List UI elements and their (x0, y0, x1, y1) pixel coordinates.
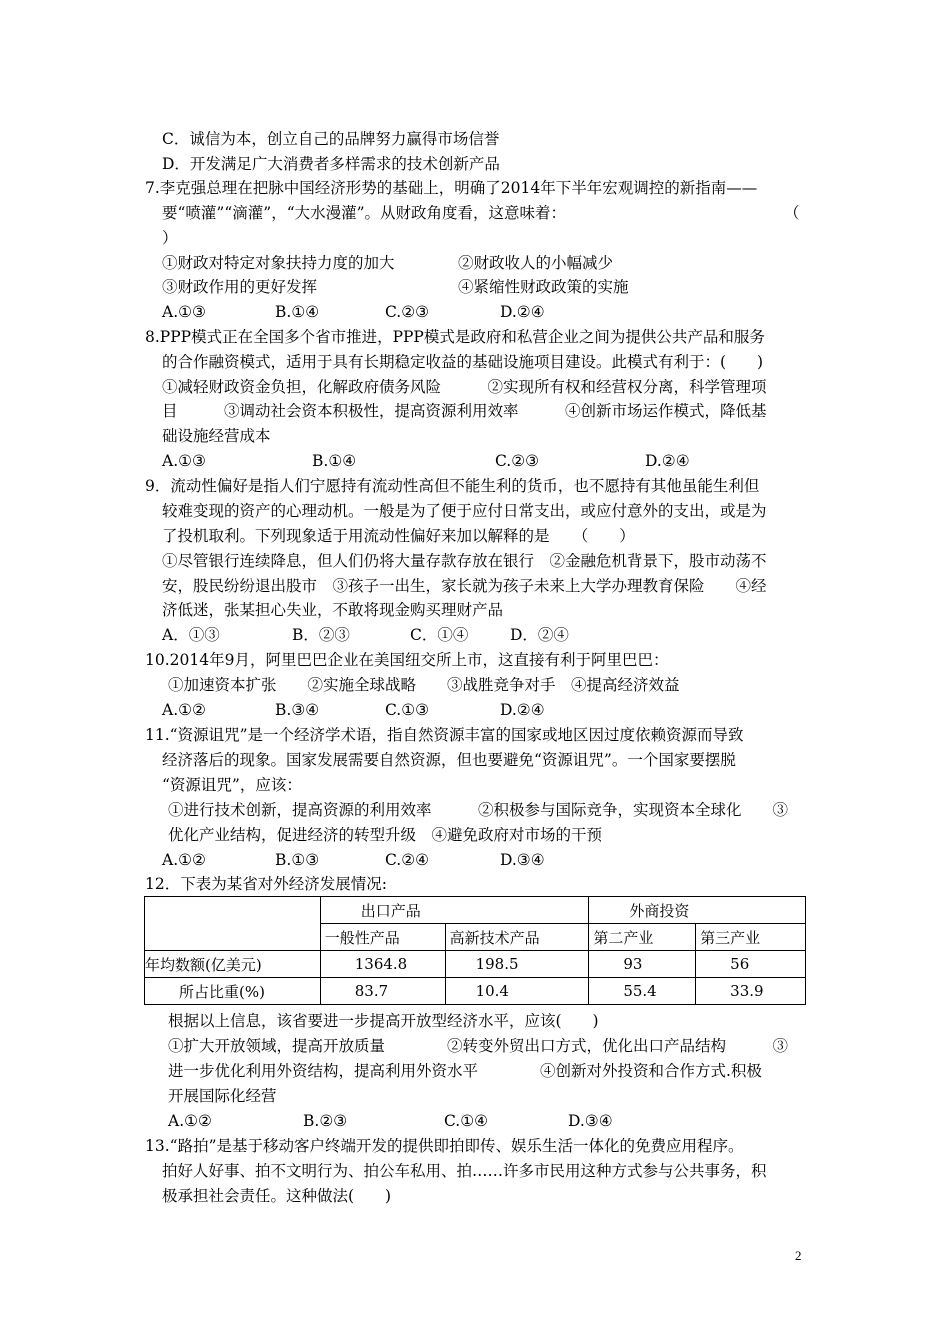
table-cell: 83.7 (320, 978, 445, 1005)
table-cell: 33.9 (696, 978, 806, 1005)
economy-table (144, 896, 806, 1005)
table-cell: 93 (589, 951, 696, 978)
q9-items-line2: 安，股民纷纷退出股市 ③孩子一出生，家长就为孩子未来上大学办理教育保险 ④经 (162, 577, 767, 595)
q12-items-line1: ①扩大开放领域，提高开放质量 ②转变外贸出口方式，优化出口产品结构 ③ (168, 1037, 789, 1055)
q12-option-b: B.②③ (303, 1112, 348, 1130)
q7-bracket-open: （ (784, 204, 800, 222)
table-header-row (145, 897, 806, 924)
table-col-hightech: 高新技术产品 (445, 924, 589, 951)
q6-option-c: C．诚信为本，创立自己的品牌努力赢得市场信誉 (162, 130, 500, 148)
page-number: 2 (795, 1248, 802, 1263)
q7-item-2: ②财政收人的小幅减少 (458, 254, 614, 272)
table-col-general: 一般性产品 (320, 924, 445, 951)
q11-items-line2: 优化产业结构，促进经济的转型升级 ④避免政府对市场的干预 (168, 826, 603, 844)
q7-option-d: D.②④ (500, 303, 545, 321)
q13-stem-line2: 拍好人好事、拍不文明行为、拍公车私用、拍……许多市民用这种方式参与公共事务，积 (162, 1162, 767, 1180)
q9-option-c: C．①④ (410, 626, 469, 644)
table-col-secondary: 第二产业 (589, 924, 696, 951)
q12-question: 根据以上信息，该省要进一步提高开放型经济水平，应该( ) (168, 1012, 599, 1030)
table-cell: 1364.8 (320, 951, 445, 978)
q9-stem-line3: 了投机取利。下列现象适于用流动性偏好来加以解释的是 （ ） (162, 527, 635, 545)
table-group-investment: 外商投资 (589, 897, 806, 924)
q9-stem-line2: 较难变现的资产的心理动机。一般是为了便于应付日常支出，或应付意外的支出，或是为 (162, 502, 767, 520)
table-cell: 198.5 (445, 951, 589, 978)
q8-items-line1: ①减轻财政资金负担，化解政府债务风险 ②实现所有权和经营权分离，科学管理项 (162, 378, 767, 396)
q8-option-b: B.①④ (312, 452, 357, 470)
q8-option-c: C.②③ (495, 452, 540, 470)
q10-option-d: D.②④ (500, 701, 545, 719)
q12-option-c: C.①④ (444, 1112, 489, 1130)
q6-option-d: D．开发满足广大消费者多样需求的技术创新产品 (162, 155, 500, 173)
table-cell: 56 (696, 951, 806, 978)
q12-items-line2: 进一步优化利用外资结构，提高利用外资水平 ④创新对外投资和合作方式.积极 (168, 1062, 762, 1080)
q12-option-d: D.③④ (568, 1112, 613, 1130)
q8-stem-line1: 8.PPP模式正在全国多个省市推进，PPP模式是政府和私营企业之间为提供公共产品和服务 (145, 328, 765, 346)
q8-option-d: D.②④ (645, 452, 690, 470)
table-row (145, 978, 806, 1005)
table-row (145, 951, 806, 978)
q13-stem-line1: 13.“路拍”是基于移动客户终端开发的提供即拍即传、娱乐生活一体化的免费应用程序。 (145, 1137, 744, 1155)
q11-stem-line1: 11.“资源诅咒”是一个经济学术语，指自然资源丰富的国家或地区因过度依赖资源而导致 (145, 726, 744, 744)
q13-stem-line3: 极承担社会责任。这种做法( ) (162, 1187, 392, 1205)
table-row-label: 年均数额(亿美元) (145, 951, 321, 978)
q7-option-a: A.①③ (162, 303, 206, 321)
q9-items-line3: 济低迷，张某担心失业，不敢将现金购买理财产品 (162, 601, 504, 619)
table-cell: 10.4 (445, 978, 589, 1005)
q7-bracket-close: ） (162, 229, 178, 247)
q8-option-a: A.①③ (162, 452, 206, 470)
q9-option-a: A．①③ (162, 626, 220, 644)
q12-option-a: A.①② (168, 1112, 212, 1130)
q7-item-3: ③财政作用的更好发挥 (162, 278, 318, 296)
table-cell: 55.4 (589, 978, 696, 1005)
q9-option-b: B．②③ (292, 626, 350, 644)
q10-option-b: B.③④ (275, 701, 320, 719)
q11-stem-line3: “资源诅咒”，应该： (162, 776, 302, 794)
q7-stem-line1: 7.李克强总理在把脉中国经济形势的基础上，明确了2014年下半年宏观调控的新指南—— (145, 179, 758, 197)
q8-items-line3: 础设施经营成本 (162, 427, 271, 445)
q12-items-line3: 开展国际化经营 (168, 1087, 277, 1105)
q7-item-1: ①财政对特定对象扶持力度的加大 (162, 254, 395, 272)
q9-option-d: D．②④ (510, 626, 569, 644)
q10-option-c: C.①③ (385, 701, 430, 719)
q11-option-a: A.①② (162, 851, 206, 869)
table-row-label: 所占比重(%) (145, 978, 321, 1005)
q11-stem-line2: 经济落后的现象。国家发展需要自然资源，但也要避免“资源诅咒”。一个国家要摆脱 (162, 751, 736, 769)
q8-items-line2: 目 ③调动社会资本积极性，提高资源利用效率 ④创新市场运作模式，降低基 (162, 402, 767, 420)
q7-item-4: ④紧缩性财政政策的实施 (458, 278, 629, 296)
q10-items: ①加速资本扩张 ②实施全球战略 ③战胜竞争对手 ④提高经济效益 (168, 676, 680, 694)
q11-option-b: B.①③ (275, 851, 320, 869)
q10-option-a: A.①② (162, 701, 206, 719)
q7-option-c: C.②③ (385, 303, 430, 321)
table-group-export: 出口产品 (320, 897, 589, 924)
q8-stem-line2: 的合作融资模式，适用于具有长期稳定收益的基础设施项目建设。此模式有利于：( ) (162, 353, 764, 371)
q11-option-c: C.②④ (385, 851, 430, 869)
q7-stem-line2: 要“喷灌”“滴灌”，“大水漫灌”。从财政角度看，这意味着： (162, 204, 567, 222)
q9-items-line1: ①尽管银行连续降息，但人们仍将大量存款存放在银行 ②金融危机背景下，股市动荡不 (162, 552, 767, 570)
q10-stem: 10.2014年9月，阿里巴巴企业在美国纽交所上市，这直接有利于阿里巴巴： (145, 651, 669, 669)
table-col-tertiary: 第三产业 (696, 924, 806, 951)
q12-stem: 12．下表为某省对外经济发展情况: (145, 875, 387, 893)
q11-option-d: D.③④ (500, 851, 545, 869)
q7-option-b: B.①④ (275, 303, 320, 321)
q11-items-line1: ①进行技术创新，提高资源的利用效率 ②积极参与国际竞争，实现资本全球化 ③ (168, 801, 789, 819)
table-corner-cell (145, 897, 321, 951)
q9-stem-line1: 9．流动性偏好是指人们宁愿持有流动性高但不能生利的货币，也不愿持有其他虽能生利但 (145, 477, 760, 495)
